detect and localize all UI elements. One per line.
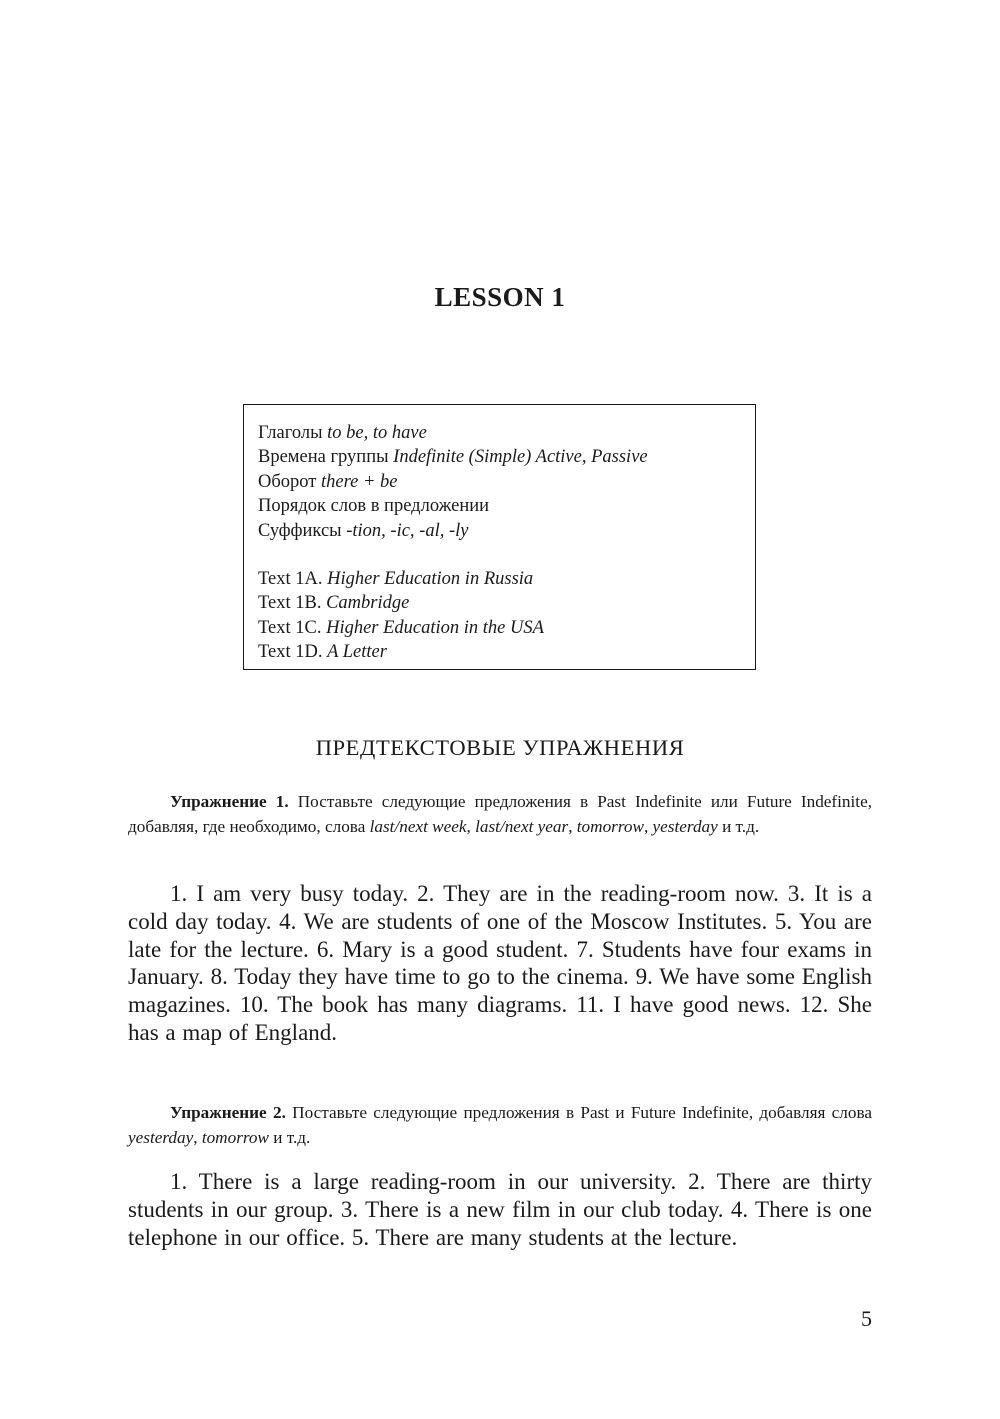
topic-line — [258, 421, 755, 445]
text-title: Higher Education in Russia — [327, 569, 534, 590]
lesson-title: LESSON 1 — [434, 282, 566, 312]
instruction-end: и т.д. — [268, 1127, 311, 1147]
exercise2-instruction — [128, 1101, 872, 1150]
text-title: Cambridge — [326, 593, 410, 614]
instruction-sep: , — [568, 816, 577, 836]
exercise1-instruction-text — [128, 790, 872, 839]
exercise2-label: Упражнение 2. — [170, 1103, 286, 1122]
topic-italic: -tion, -ic, -al, -ly — [346, 520, 469, 541]
topic-line — [258, 494, 755, 518]
instruction-sep: , — [466, 816, 476, 836]
topic-line — [258, 519, 755, 543]
instruction-word: last/next week — [369, 816, 467, 836]
instruction-word: yesterday — [652, 816, 718, 836]
topic-italic: to be, to have — [327, 423, 427, 443]
topic-italic: Indefinite (Simple) Active, Passive — [393, 447, 648, 468]
instruction-text: Поставьте следующие предложения в Past и Future Indefinite, добавляя слова — [285, 1103, 872, 1122]
topics-spacer — [258, 543, 755, 567]
instruction-sep: , — [193, 1127, 202, 1147]
section-heading: ПРЕДТЕКСТОВЫЕ УПРАЖНЕНИЯ — [315, 735, 685, 760]
instruction-word: tomorrow — [201, 1127, 269, 1147]
page-number: 5 — [861, 1306, 872, 1331]
text-line — [258, 616, 755, 640]
text-label: Text 1C. — [258, 617, 327, 638]
instruction-text: Поставьте следующие предложения в Past Indefinite или Future Indefinite, добавляя, где необходимо, слова — [128, 792, 872, 836]
exercise2-instruction-text — [128, 1101, 872, 1150]
topic-italic: there + be — [321, 471, 398, 492]
text-line — [258, 567, 755, 591]
instruction-word: last/next year — [475, 816, 569, 836]
topics-box — [243, 404, 756, 670]
exercise2-text: 1. There is a large reading-room in our university. 2. There are thirty students in our group. 3. There is a new film in our club today. 4. There is one telephone in our office. 5. There are many students at the lecture. — [128, 1169, 872, 1250]
text-line — [258, 591, 755, 615]
text-label: Text 1A. — [258, 569, 328, 590]
text-label: Text 1B. — [258, 593, 327, 614]
exercise1-label: Упражнение 1. — [170, 792, 289, 811]
exercise1-instruction — [128, 790, 872, 839]
text-title: Higher Education in the USA — [326, 617, 544, 638]
exercise1-text: 1. I am very busy today. 2. They are in the reading-room now. 3. It is a cold day today. 4. We are students of one of the Moscow Institutes. 5. You are late for the lecture. 6. Mary is a good student. 7. Students have four exams in January. 8. Today they have time to go to the cinema. 9. We have some English magazines. 10. The book has many diagrams. 11. I have good news. 12. She has a map of England. — [128, 881, 872, 1045]
instruction-word: tomorrow — [576, 816, 644, 836]
topic-plain: Порядок слов в предложении — [258, 496, 490, 517]
instruction-sep: , — [643, 816, 653, 836]
topic-plain: Оборот — [258, 471, 321, 492]
topic-line — [258, 445, 755, 469]
instruction-word: yesterday — [128, 1127, 194, 1147]
topic-line — [258, 470, 755, 494]
text-label: Text 1D. — [258, 642, 328, 663]
topic-plain: Времена группы — [258, 447, 394, 468]
text-line — [258, 640, 755, 664]
instruction-end: и т.д. — [717, 816, 760, 836]
topic-plain: Глаголы — [258, 423, 328, 443]
topic-plain: Суффиксы — [258, 520, 347, 541]
text-title: A Letter — [327, 642, 387, 663]
